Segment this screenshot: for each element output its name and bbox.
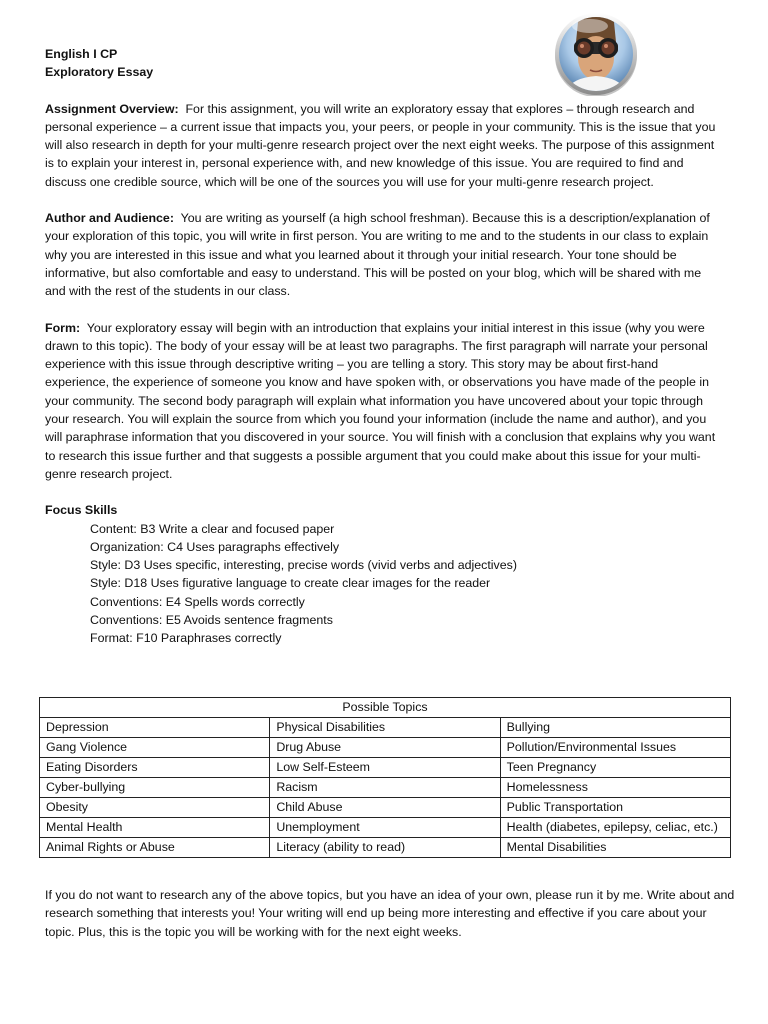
focus-skills-list [90, 520, 725, 648]
table-row [40, 798, 731, 818]
skill-item: Format: F10 Paraphrases correctly [90, 631, 282, 646]
skill-item: Conventions: E4 Spells words correctly [90, 594, 305, 609]
table-cell: Health (diabetes, epilepsy, celiac, etc.) [500, 818, 730, 838]
table-cell: Cyber-bullying [40, 778, 270, 798]
table-cell: Bullying [500, 718, 730, 738]
author-label: Author and Audience: [45, 211, 174, 226]
table-row [40, 818, 731, 838]
table-cell: Animal Rights or Abuse [40, 838, 270, 858]
assignment-title: Exploratory Essay [45, 65, 154, 80]
skill-item: Style: D3 Uses specific, interesting, precise words (vivid verbs and adjectives) [90, 558, 517, 573]
form-label: Form: [45, 320, 81, 335]
table-row [40, 778, 731, 798]
course-title: English I CP [45, 47, 118, 61]
table-cell: Mental Health [40, 818, 270, 838]
table-header-row [40, 698, 731, 718]
table-row [40, 738, 731, 758]
skill-item: Content: B3 Write a clear and focused paper [90, 521, 335, 536]
table-cell: Gang Violence [40, 738, 270, 758]
table-cell: Child Abuse [270, 798, 500, 818]
skill-item: Conventions: E5 Avoids sentence fragments [90, 613, 333, 628]
table-cell: Teen Pregnancy [500, 758, 730, 778]
author-text: You are writing as yourself (a high school freshman). Because this is a description/explanation of your exploration of this topic, you will write in first person. You are writing to me and to the students in our class to explain why you are interested in this issue and what you learned about it through your initial research. Your tone should be informative, but also comfortable and easy to understand. This will be posted on your blog, which will be shared with me and with the rest of the students in our class. [45, 211, 710, 299]
table-cell: Obesity [40, 798, 270, 818]
table-cell: Homelessness [500, 778, 730, 798]
table-cell: Public Transportation [500, 798, 730, 818]
table-cell: Eating Disorders [40, 758, 270, 778]
overview-label: Assignment Overview: [45, 101, 179, 116]
table-row [40, 758, 731, 778]
skill-item: Style: D18 Uses figurative language to create clear images for the reader [90, 576, 491, 591]
document-body [45, 45, 725, 648]
table-row [40, 718, 731, 738]
table-cell: Unemployment [270, 818, 500, 838]
table-cell: Racism [270, 778, 500, 798]
table-cell: Mental Disabilities [500, 838, 730, 858]
closing-paragraph: If you do not want to research any of the above topics, but you have an idea of your own, please run it by me. Write about and research something that interests you! Your writing will end up being more interesting and effective if you care about your topic. Plus, this is the topic you will be working with for the next eight weeks. [45, 888, 735, 939]
table-cell: Drug Abuse [270, 738, 500, 758]
table-title: Possible Topics [40, 698, 731, 718]
table-cell: Pollution/Environmental Issues [500, 738, 730, 758]
table-cell: Depression [40, 718, 270, 738]
skill-item: Organization: C4 Uses paragraphs effectively [90, 539, 340, 554]
focus-skills-heading: Focus Skills [45, 503, 118, 518]
overview-text: For this assignment, you will write an exploratory essay that explores – through research and personal experience – a current issue that impacts you, your peers, or people in your community. This is the issue that you will also research in depth for your multi-genre research project over the next eight weeks. The purpose of this assignment is to explain your interest in, personal experience with, and new knowledge of this issue. You are required to find and discuss one credible source, which will be one of the sources you will use for your multi-genre research project. [45, 101, 716, 189]
form-text: Your exploratory essay will begin with an introduction that explains your initial interest in this issue (why you were drawn to this topic). The body of your essay will be at least two paragraphs. The first paragraph will narrate your personal experience with this issue through descriptive writing – you are telling a story. This story may be about first-hand experience, the experience of someone you know and have spoken with, or observations you have made of the people in your community. The second body paragraph will explain what information you have uncovered about your topic through your research. You will explain the source from which you found your information (include the name and author), and you will paraphrase information that you discovered in your source. You will finish with a conclusion that explains why you want to research this issue further and that suggests a possible argument that you could make about this issue for your multi-genre research project. [45, 320, 716, 481]
form-paragraph [45, 319, 725, 484]
table-row [40, 838, 731, 858]
table-cell: Physical Disabilities [270, 718, 500, 738]
author-paragraph [45, 209, 725, 300]
overview-paragraph [45, 100, 725, 191]
possible-topics-table [39, 697, 731, 858]
table-cell: Low Self-Esteem [270, 758, 500, 778]
table-cell: Literacy (ability to read) [270, 838, 500, 858]
